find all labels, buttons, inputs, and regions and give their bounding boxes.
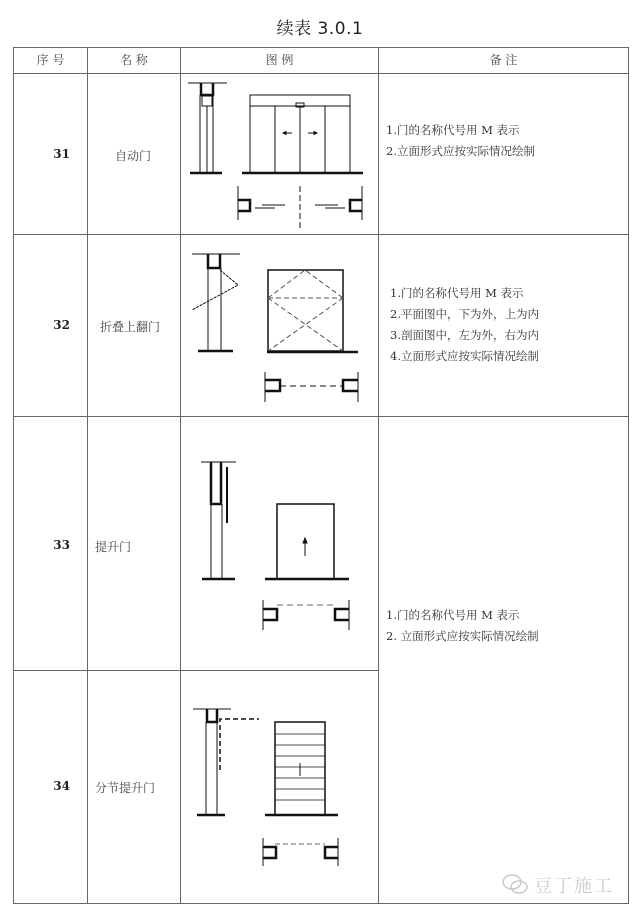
row-index: 31 (53, 147, 70, 161)
watermark-text: 豆丁施工 (534, 876, 614, 897)
wechat-icon (500, 872, 530, 896)
remark-line: 2.平面图中，下为外，上为内 (390, 307, 539, 321)
header-remarks: 备 注 (489, 53, 518, 67)
row-name: 提升门 (95, 540, 132, 554)
remark-line: 1.门的名称代号用 M 表示 (390, 286, 524, 300)
row-index: 33 (53, 538, 70, 552)
row-index: 32 (53, 318, 70, 332)
automatic-door-drawing (188, 83, 363, 230)
header-figure: 图 例 (265, 53, 294, 67)
sectional-lift-door-drawing (193, 709, 338, 866)
folding-overhead-door-drawing (192, 254, 358, 402)
row-name: 自动门 (115, 149, 152, 163)
header-index: 序 号 (36, 53, 65, 67)
row-name: 分节提升门 (95, 781, 156, 795)
row-name: 折叠上翻门 (100, 320, 161, 334)
lift-door-drawing (201, 462, 349, 630)
table-title: 续表 3.0.1 (276, 19, 364, 39)
remark-line: 1.门的名称代号用 M 表示 (386, 608, 520, 622)
remark-line: 4.立面形式应按实际情况绘制 (390, 349, 539, 363)
remark-line: 2. 立面形式应按实际情况绘制 (386, 629, 539, 643)
row-index: 34 (53, 779, 70, 793)
remark-line: 2.立面形式应按实际情况绘制 (386, 144, 535, 158)
remark-line: 3.剖面图中，左为外，右为内 (390, 328, 539, 342)
remark-line: 1.门的名称代号用 M 表示 (386, 123, 520, 137)
header-name: 名 称 (120, 53, 148, 67)
